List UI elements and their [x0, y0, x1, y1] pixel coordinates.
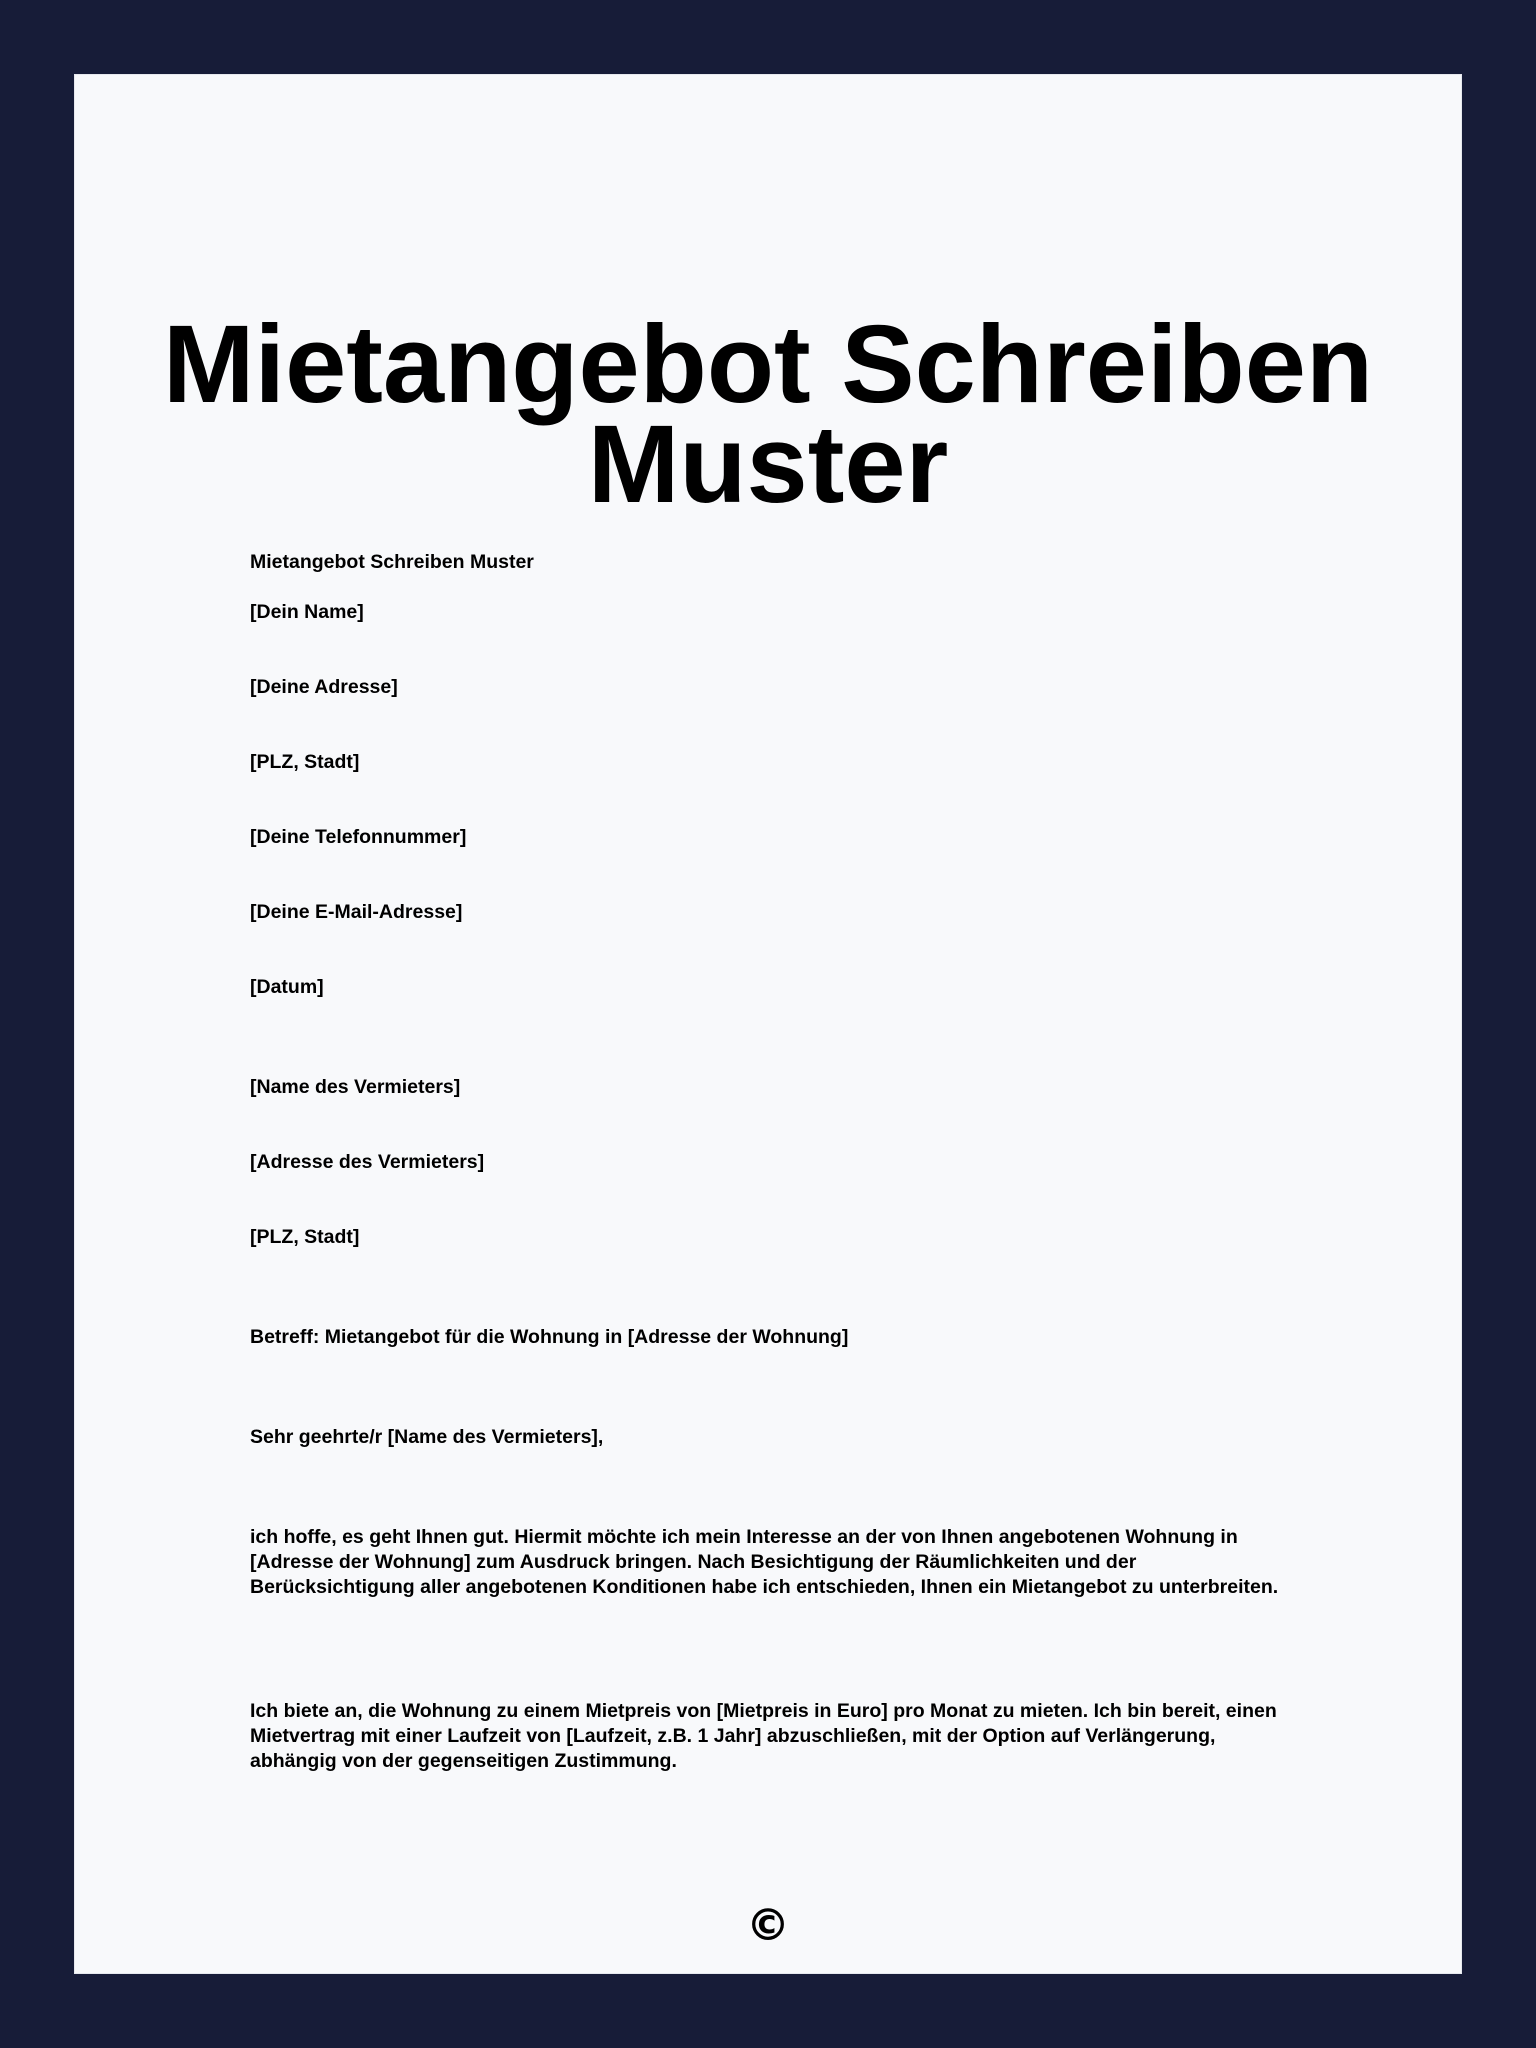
letter-subject: Betreff: Mietangebot für die Wohnung in [Adresse der Wohnung] [250, 1326, 849, 1348]
document-page [75, 75, 1461, 1973]
letter-date: [Datum] [250, 976, 324, 998]
copyright-icon: © [746, 1900, 790, 1951]
letter-paragraph: Ich biete an, die Wohnung zu einem Mietpreis von [Mietpreis in Euro] pro Monat zu mieten. Ich bin bereit, einen Mietvertrag mit einer Laufzeit von [Laufzeit, z.B. 1 Jahr] abzuschließen, mit der Option auf Verlängerung, abhängig von der gegenseitigen Zustimmung. [250, 1700, 1277, 1772]
letter-paragraph: ich hoffe, es geht Ihnen gut. Hiermit möchte ich mein Interesse an der von Ihnen angebotenen Wohnung in [Adresse der Wohnung] zum Ausdruck bringen. Nach Besichtigung der Räumlichkeiten und der Berücksichtigung aller angebotenen Konditionen habe ich entschieden, Ihnen ein Mietangebot zu unterbreiten. [250, 1526, 1279, 1598]
sender-phone: [Deine Telefonnummer] [250, 826, 467, 848]
recipient-address: [Adresse des Vermieters] [250, 1151, 485, 1173]
document-title [75, 303, 1461, 526]
sender-email: [Deine E-Mail-Adresse] [250, 901, 463, 923]
letter-heading: Mietangebot Schreiben Muster [250, 551, 534, 573]
recipient-city: [PLZ, Stadt] [250, 1226, 360, 1248]
recipient-name: [Name des Vermieters] [250, 1076, 461, 1098]
letter-salutation: Sehr geehrte/r [Name des Vermieters], [250, 1426, 604, 1448]
sender-city: [PLZ, Stadt] [250, 751, 360, 773]
document-title-text: Mietangebot Schreiben Muster [162, 303, 1374, 526]
sender-name: [Dein Name] [250, 601, 364, 623]
sender-address: [Deine Adresse] [250, 676, 398, 698]
